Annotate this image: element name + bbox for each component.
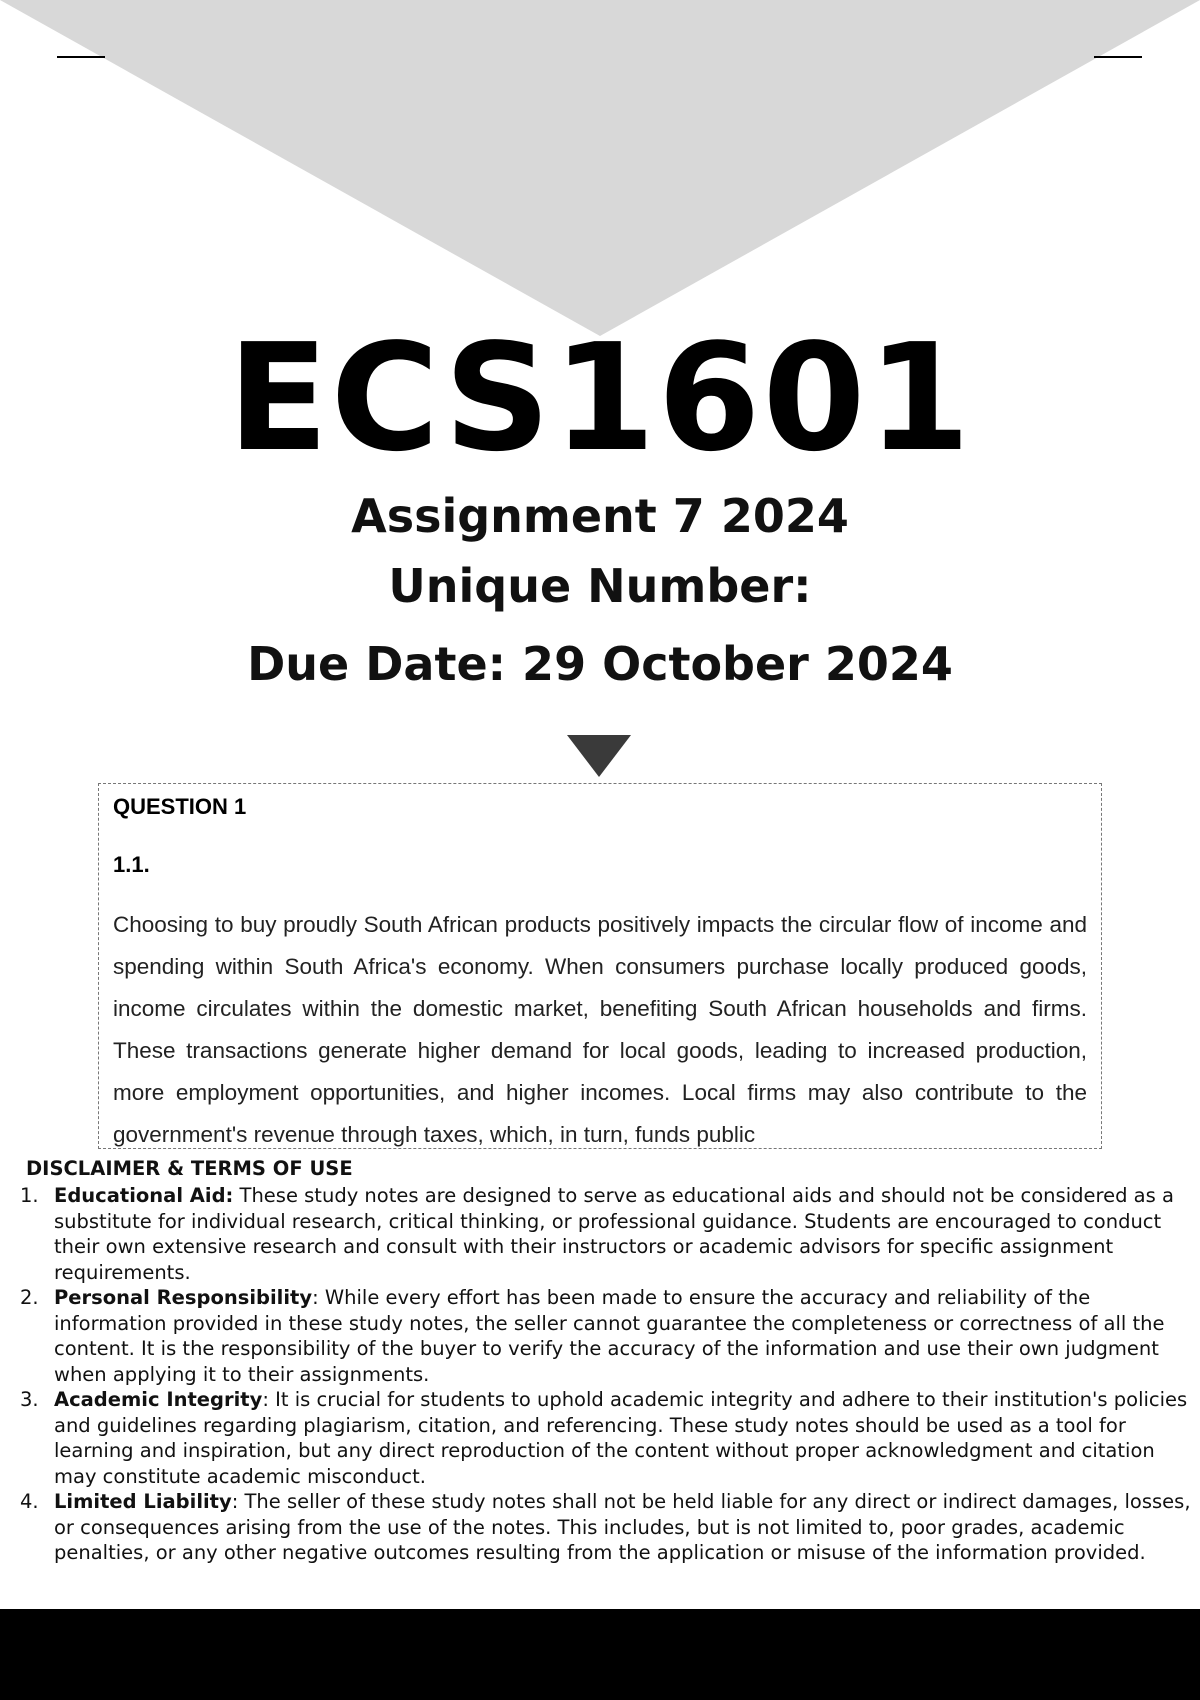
disclaimer-item: [0, 1183, 1200, 1285]
disclaimer-item-text: These study notes are designed to serve as educational aids and should not be considered as a substitute for individual research, critical thinking, or professional guidance. Students are encouraged to conduct their own extensive research and consult with their instructors or academic advisors for specific assignment requirements.: [54, 1184, 1174, 1284]
disclaimer-item-term: Limited Liability: [54, 1490, 232, 1513]
disclaimer-item-number: 3.: [20, 1388, 39, 1411]
disclaimer-item-text: : The seller of these study notes shall not be held liable for any direct or indirect damages, losses, or consequences arising from the use of the notes. This includes, but is not limited to, poor grades, academic penalties, or any other negative outcomes resulting from the application or misuse of the information provided.: [54, 1490, 1191, 1564]
disclaimer-item-term: Personal Responsibility: [54, 1286, 313, 1309]
disclaimer-item: [0, 1285, 1200, 1387]
course-code-title: ECS1601: [227, 312, 973, 484]
disclaimer-item-term: Educational Aid:: [54, 1184, 234, 1207]
disclaimer-item-number: 2.: [20, 1286, 39, 1309]
disclaimer-item: [0, 1387, 1200, 1489]
top-chevron-graphic: [0, 0, 1200, 340]
disclaimer-title: DISCLAIMER & TERMS OF USE: [26, 1157, 353, 1180]
question-sub-number: 1.1.: [113, 852, 150, 877]
question-body: Choosing to buy proudly South African products positively impacts the circular flow of income and spending within South Africa's economy. When consumers purchase locally produced goods, income circulates within the domestic market, benefiting South African households and firms. These transactions generate higher demand for local goods, leading to increased production, more employment opportunities, and higher incomes. Local firms may also contribute to the government's revenue through taxes, which, in turn, funds public: [113, 912, 1087, 1147]
disclaimer-item-text: : While every effort has been made to ensure the accuracy and reliability of the information provided in these study notes, the seller cannot guarantee the completeness or correctness of all the content. It is the responsibility of the buyer to verify the accuracy of the information and use their own judgment when applying it to their assignments.: [54, 1286, 1165, 1386]
question-heading: QUESTION 1: [113, 794, 247, 819]
top-left-rule: [57, 56, 105, 58]
footer-black-bar: [0, 1609, 1200, 1700]
disclaimer-item-number: 4.: [20, 1490, 39, 1513]
disclaimer-section: [0, 1157, 1200, 1566]
question-preview-box: [98, 783, 1102, 1149]
disclaimer-item-number: 1.: [20, 1184, 39, 1207]
unique-number-label: Unique Number:: [388, 559, 812, 613]
disclaimer-item-text: : It is crucial for students to uphold academic integrity and adhere to their institution's policies and guidelines regarding plagiarism, citation, and referencing. These study notes should be used as a tool for learning and inspiration, but any direct reproduction of the content without proper acknowledgment and citation may constitute academic misconduct.: [54, 1388, 1188, 1488]
disclaimer-list: [0, 1183, 1200, 1566]
down-triangle-icon: [567, 735, 631, 777]
assignment-label: Assignment 7 2024: [351, 489, 849, 543]
due-date-label: Due Date: 29 October 2024: [247, 637, 953, 691]
disclaimer-item: [0, 1489, 1200, 1566]
disclaimer-item-term: Academic Integrity: [54, 1388, 263, 1411]
top-right-rule: [1094, 56, 1142, 58]
